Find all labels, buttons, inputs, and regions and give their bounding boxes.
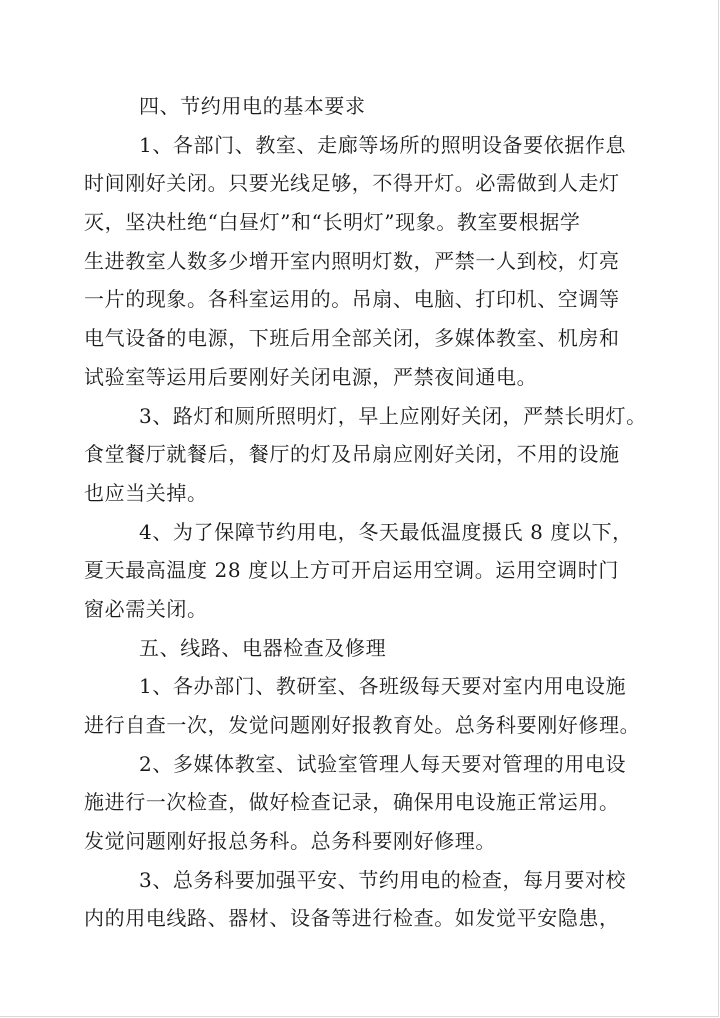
paragraph-line: 1、各部门、教室、走廊等场所的照明设备要依据作息 [139,132,627,157]
paragraph-line: 2、多媒体教室、试验室管理人每天要对管理的用电设 [139,751,627,776]
document-body [84,90,647,941]
paragraph-line: 内的用电线路、器材、设备等进行检查。如发觉平安隐患， [84,906,620,931]
section-heading-4: 四、节约用电的基本要求 [139,94,366,118]
paragraph-line: 4、为了保障节约用电，冬天最低温度摄氏 8 度以下， [139,519,633,544]
section-heading-5: 五、线路、电器检查及修理 [139,635,387,660]
paragraph-line: 也应当关掉。 [84,480,208,505]
paragraph-line: 施进行一次检查，做好检查记录，确保用电设施正常运用。 [84,790,620,815]
paragraph-line: 电气设备的电源，下班后用全部关闭，多媒体教室、机房和 [84,326,620,351]
paragraph-line: 进行自查一次，发觉问题刚好报教育处。总务科要刚好修理。 [84,713,641,737]
paragraph-line: 生进教室人数多少增开室内照明灯数，严禁一人到校，灯亮 [84,248,620,273]
paragraph-line: 灭，坚决杜绝“白昼灯”和“长明灯”现象。教室要根据学 [84,210,581,235]
paragraph-line: 3、路灯和厕所照明灯，早上应刚好关闭，严禁长明灯。 [139,403,647,428]
paragraph-line: 3、总务科要加强平安、节约用电的检查，每月要对校 [139,867,627,892]
paragraph-line: 时间刚好关闭。只要光线足够，不得开灯。必需做到人走灯 [84,171,620,196]
paragraph-line: 夏天最高温度 28 度以上方可开启运用空调。运用空调时门 [84,558,619,583]
paragraph-line: 试验室等运用后要刚好关闭电源，严禁夜间通电。 [84,364,538,389]
paragraph-line: 一片的现象。各科室运用的。吊扇、电脑、打印机、空调等 [84,287,620,312]
paragraph-line: 1、各办部门、教研室、各班级每天要对室内用电设施 [139,674,627,699]
paragraph-line: 食堂餐厅就餐后，餐厅的灯及吊扇应刚好关闭，不用的设施 [84,442,620,467]
paragraph-line: 发觉问题刚好报总务科。总务科要刚好修理。 [84,829,496,854]
paragraph-line: 窗必需关闭。 [84,596,208,621]
